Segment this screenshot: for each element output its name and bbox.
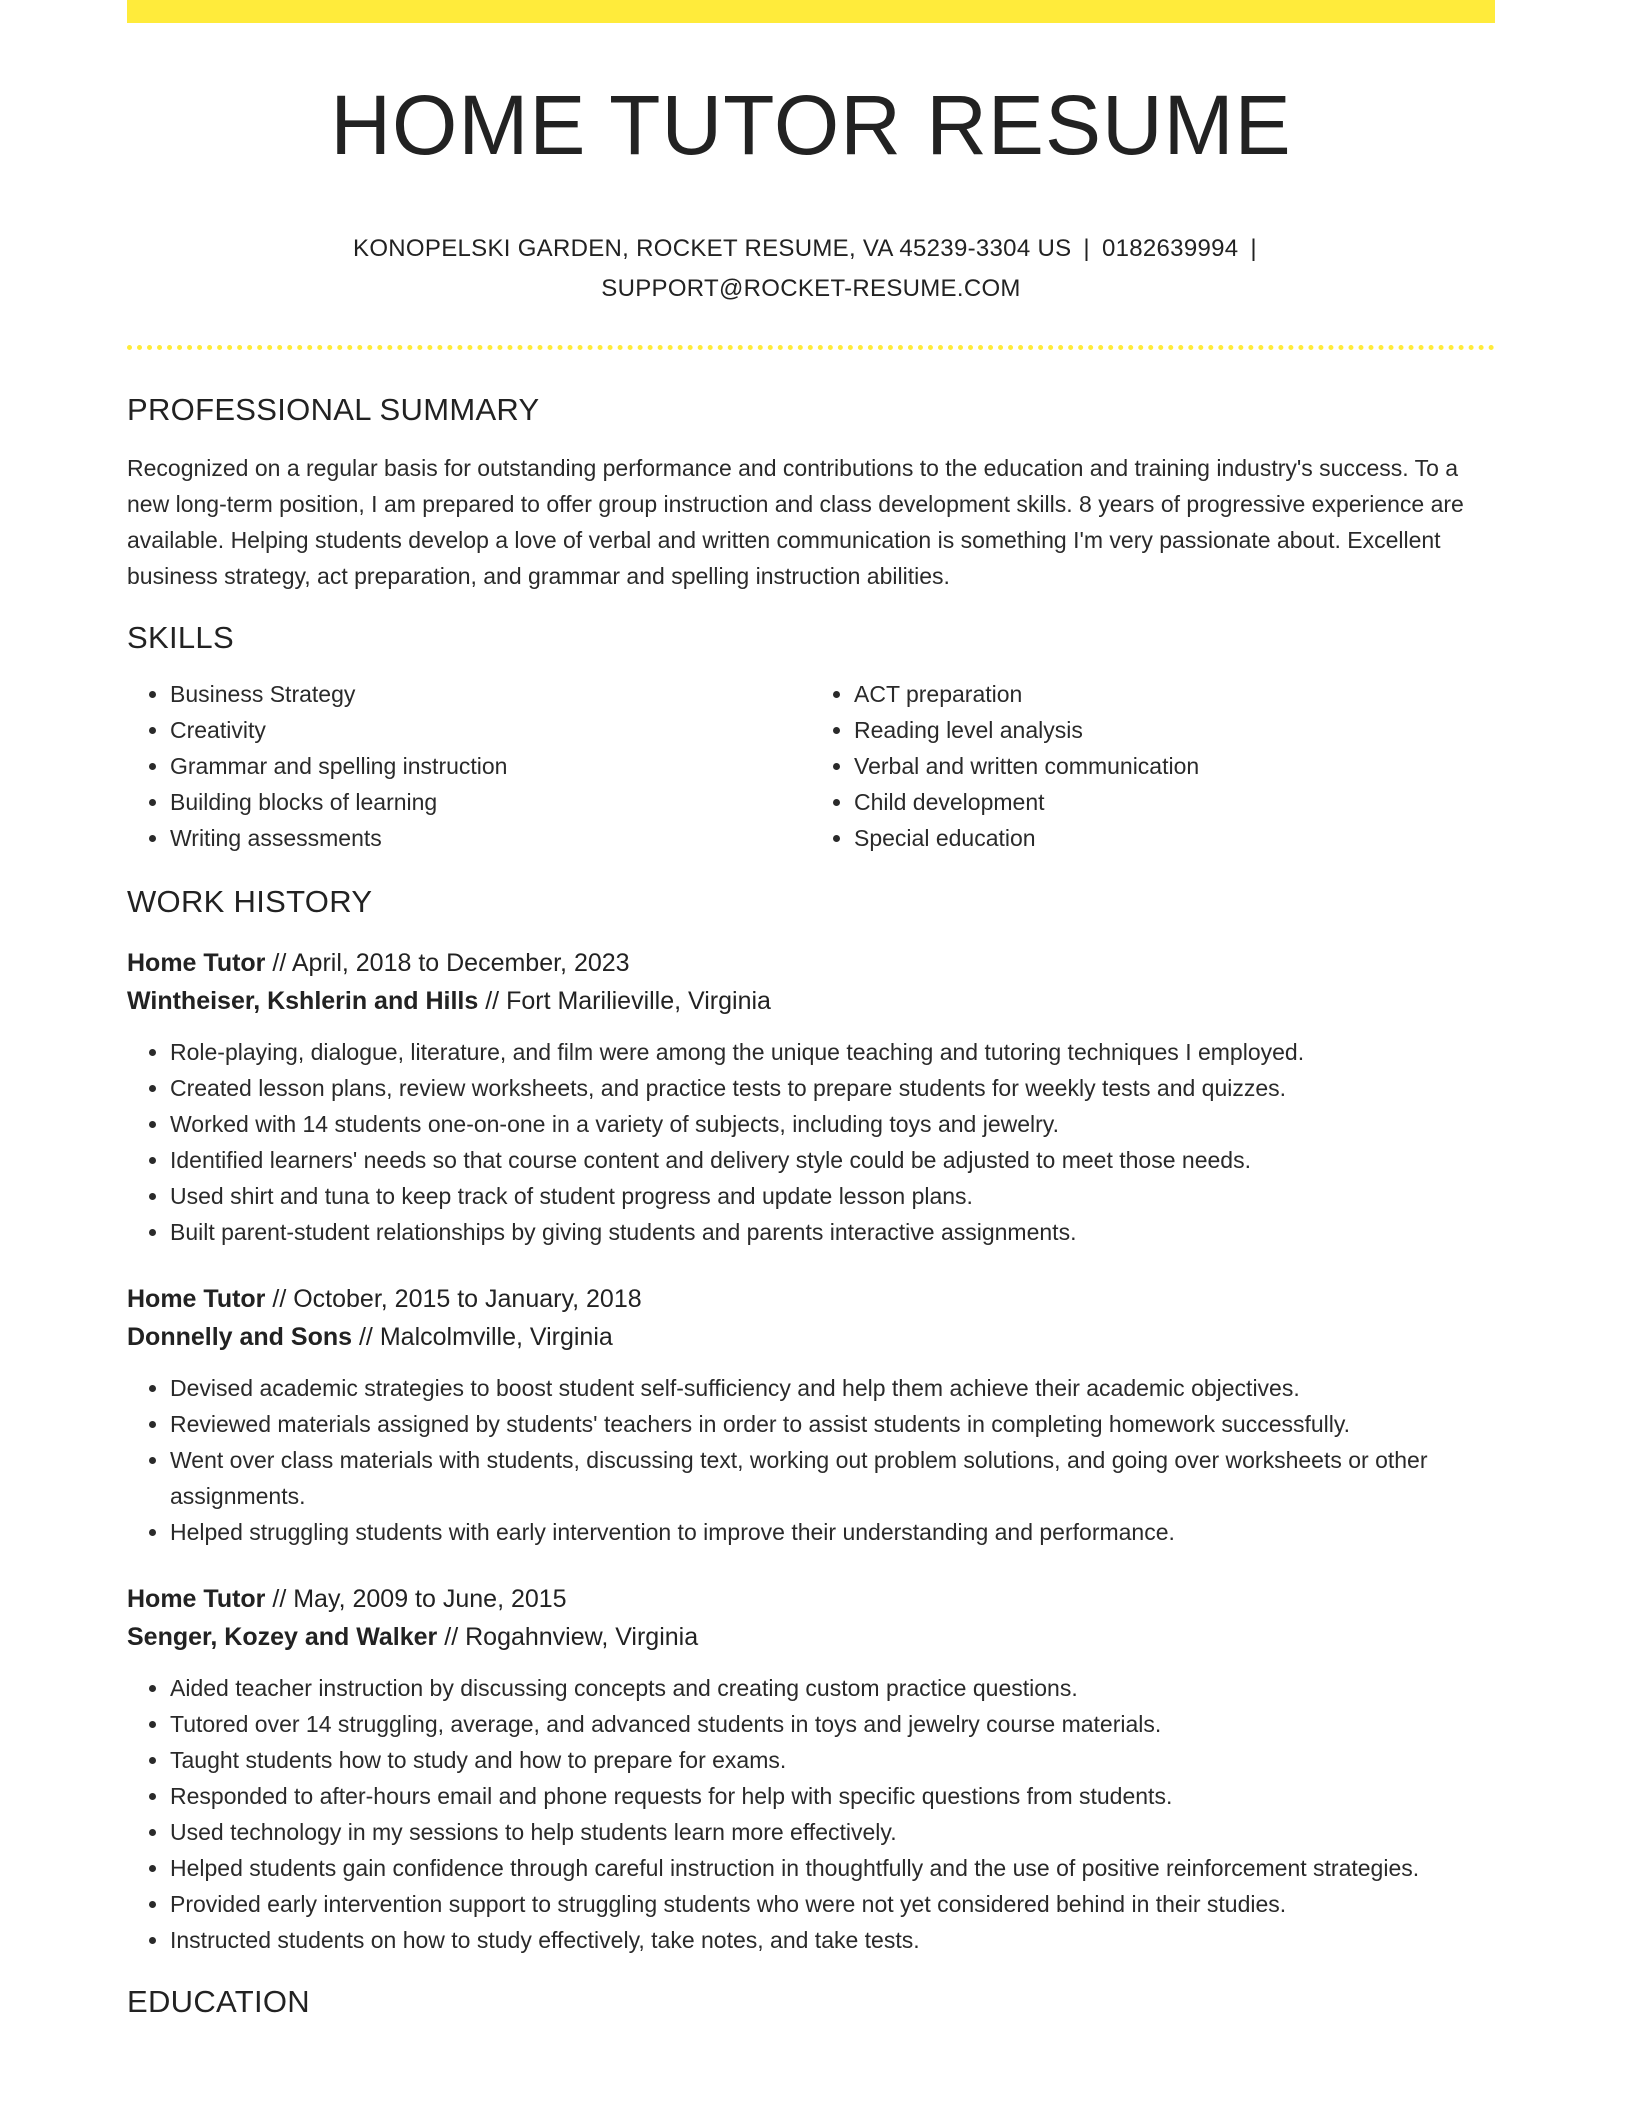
job-bullets: [127, 1370, 1495, 1550]
job-company-line: [127, 1318, 1495, 1356]
job-bullet: • Role-playing, dialogue, literature, and film were among the unique teaching and tutoring techniques I employed.: [170, 1034, 1495, 1070]
job-bullet: • Tutored over 14 struggling, average, and advanced students in toys and jewelry course materials.: [170, 1706, 1495, 1742]
skill-item: • Writing assessments: [170, 820, 811, 856]
job-bullet: • Helped struggling students with early intervention to improve their understanding and performance.: [170, 1514, 1495, 1550]
summary-text: Recognized on a regular basis for outstanding performance and contributions to the education and training industry's success. To a new long-term position, I am prepared to offer group instruction and class development skills. 8 years of progressive experience are available. Helping students develop a love of verbal and written communication is something I'm very passionate about. Excellent business strategy, act preparation, and grammar and spelling instruction abilities.: [127, 455, 1464, 590]
job-bullet: • Aided teacher instruction by discussing concepts and creating custom practice questions.: [170, 1670, 1495, 1706]
skills-column-right: [811, 676, 1495, 856]
job-company: Donnelly and Sons: [127, 1323, 353, 1352]
contact-info: [311, 229, 1311, 309]
skill-item: • ACT preparation: [854, 676, 1495, 712]
contact-phone: 0182639994: [1101, 235, 1239, 263]
job-company-line: [127, 982, 1495, 1020]
job-entry: [127, 944, 1495, 1250]
job-bullet: • Used technology in my sessions to help students learn more effectively.: [170, 1814, 1495, 1850]
job-role: Home Tutor: [127, 949, 266, 978]
job-company-line: [127, 1618, 1495, 1656]
job-entry: [127, 1280, 1495, 1550]
top-accent-bar: [127, 0, 1495, 23]
job-dates: May, 2009 to June, 2015: [293, 1585, 567, 1614]
work-history-heading: WORK HISTORY: [127, 884, 373, 920]
job-bullet: • Worked with 14 students one-on-one in a variety of subjects, including toys and jewelry.: [170, 1106, 1495, 1142]
job-role-line: [127, 1580, 1495, 1618]
skill-item: • Reading level analysis: [854, 712, 1495, 748]
job-bullets: [127, 1670, 1495, 1958]
job-bullet: • Provided early intervention support to struggling students who were not yet considered behind in their studies.: [170, 1886, 1495, 1922]
job-separator: //: [444, 1623, 459, 1652]
job-separator: //: [272, 949, 287, 978]
job-company: Senger, Kozey and Walker: [127, 1623, 438, 1652]
job-company: Wintheiser, Kshlerin and Hills: [127, 987, 479, 1016]
dotted-divider: [127, 345, 1495, 350]
resume-title: HOME TUTOR RESUME: [330, 78, 1292, 172]
job-bullet: • Helped students gain confidence through careful instruction in thoughtfully and the use of positive reinforcement strategies.: [170, 1850, 1495, 1886]
skill-item: • Verbal and written communication: [854, 748, 1495, 784]
job-location: Fort Marilieville, Virginia: [506, 987, 771, 1016]
job-location: Malcolmville, Virginia: [379, 1323, 613, 1352]
job-bullet: • Identified learners' needs so that course content and delivery style could be adjusted to meet those needs.: [170, 1142, 1495, 1178]
contact-separator: |: [1250, 235, 1257, 263]
skills-heading: SKILLS: [127, 620, 234, 656]
summary-heading: PROFESSIONAL SUMMARY: [127, 392, 540, 428]
job-bullet: • Responded to after-hours email and phone requests for help with specific questions from students.: [170, 1778, 1495, 1814]
skill-item: • Child development: [854, 784, 1495, 820]
skill-item: • Grammar and spelling instruction: [170, 748, 811, 784]
contact-separator: |: [1083, 235, 1090, 263]
skill-item: • Business Strategy: [170, 676, 811, 712]
job-entry: [127, 1580, 1495, 1958]
job-bullet: • Devised academic strategies to boost student self-sufficiency and help them achieve their academic objectives.: [170, 1370, 1495, 1406]
work-history-list: [127, 944, 1495, 1958]
job-bullet: • Created lesson plans, review worksheets, and practice tests to prepare students for weekly tests and quizzes.: [170, 1070, 1495, 1106]
skills-column-left: [127, 676, 811, 856]
job-role: Home Tutor: [127, 1285, 266, 1314]
skill-item: • Creativity: [170, 712, 811, 748]
job-separator: //: [272, 1585, 287, 1614]
job-bullet: • Built parent-student relationships by giving students and parents interactive assignments.: [170, 1214, 1495, 1250]
job-separator: //: [358, 1323, 373, 1352]
job-bullet: • Taught students how to study and how to prepare for exams.: [170, 1742, 1495, 1778]
job-bullet: • Instructed students on how to study effectively, take notes, and take tests.: [170, 1922, 1495, 1958]
education-heading: EDUCATION: [127, 1984, 310, 2020]
job-bullet: • Reviewed materials assigned by students' teachers in order to assist students in completing homework successfully.: [170, 1406, 1495, 1442]
job-separator: //: [272, 1285, 287, 1314]
job-dates: October, 2015 to January, 2018: [293, 1285, 642, 1314]
job-bullet: • Went over class materials with students, discussing text, working out problem solutions, and going over worksheets or other assignments.: [170, 1442, 1495, 1514]
skill-item: • Special education: [854, 820, 1495, 856]
job-role: Home Tutor: [127, 1585, 266, 1614]
job-bullet: • Used shirt and tuna to keep track of student progress and update lesson plans.: [170, 1178, 1495, 1214]
contact-email: SUPPORT@ROCKET-RESUME.COM: [601, 275, 1021, 303]
job-dates: April, 2018 to December, 2023: [291, 949, 630, 978]
job-location: Rogahnview, Virginia: [465, 1623, 699, 1652]
skill-item: • Building blocks of learning: [170, 784, 811, 820]
job-role-line: [127, 944, 1495, 982]
job-bullets: [127, 1034, 1495, 1250]
job-role-line: [127, 1280, 1495, 1318]
resume-page: [127, 0, 1495, 2020]
job-separator: //: [485, 987, 500, 1016]
contact-address: KONOPELSKI GARDEN, ROCKET RESUME, VA 45239-3304 US: [353, 235, 1072, 263]
skills-grid: [127, 676, 1495, 856]
